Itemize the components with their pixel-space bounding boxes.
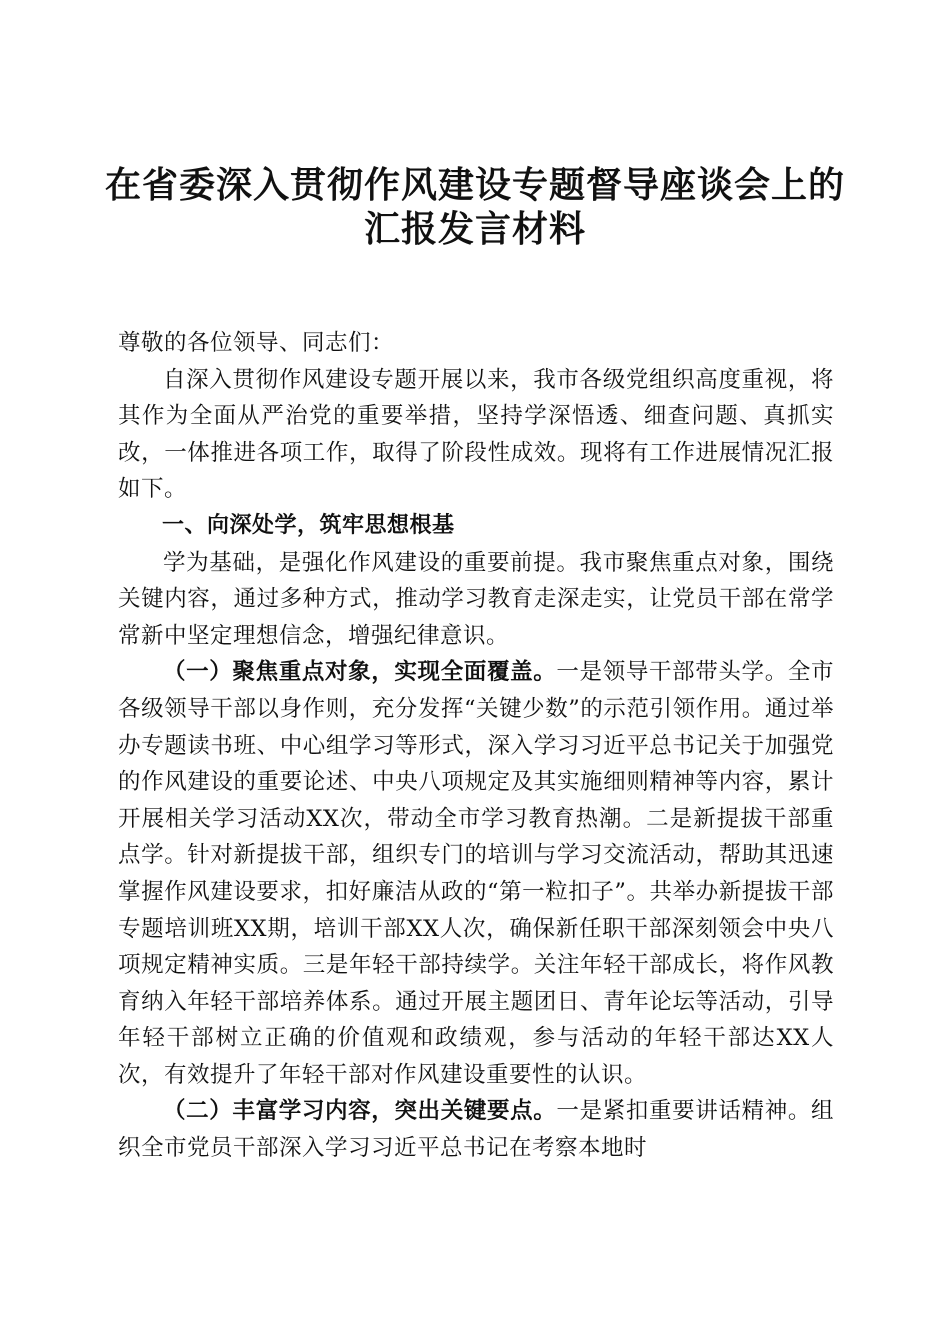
document-title-line-2: 汇报发言材料 [363,208,586,250]
section1-intro-paragraph: 学为基础，是强化作风建设的重要前提。我市聚焦重点对象，围绕关键内容，通过多种方式，推动学习教育走深走实，让党员干部在常学常新中坚定理想信念，增强纪律意识。 [118,549,834,649]
subsection-2-paragraph [118,1093,834,1166]
salutation: 尊敬的各位领导、同志们： [118,330,395,356]
section-heading-1: 一、向深处学，筑牢思想根基 [162,512,455,538]
document-body [118,325,834,1167]
intro-paragraph: 自深入贯彻作风建设专题开展以来，我市各级党组织高度重视，将其作为全面从严治党的重要举措，坚持学深悟透、细查问题、真抓实改，一体推进各项工作，取得了阶段性成效。现将有工作进展情况汇报如下。 [118,366,834,503]
subsection-1-paragraph [118,654,834,1093]
subsection-2-text: 一是紧扣重要讲话精神。组织全市党员干部深入学习习近平总书记在考察本地时 [118,1098,834,1162]
subsection-1-lead: （一）聚焦重点对象，实现全面覆盖。 [163,659,557,686]
subsection-2-lead: （二）丰富学习内容，突出关键要点。 [163,1098,557,1125]
subsection-1-text: 一是领导干部带头学。全市各级领导干部以身作则，充分发挥“关键少数”的示范引领作用。通过举办专题读书班、中心组学习等形式，深入学习习近平总书记关于加强党的作风建设的重要论述、中央八项规定及其实施细则精神等内容，累计开展相关学习活动XX次，带动全市学习教育热潮。二是新提拔干部重点学。针对新提拔干部，组织专门的培训与学习交流活动，帮助其迅速掌握作风建设要求，扣好廉洁从政的“第一粒扣子”。共举办新提拔干部专题培训班XX期，培训干部XX人次，确保新任职干部深刻领会中央八项规定精神实质。三是年轻干部持续学。关注年轻干部成长，将作风教育纳入年轻干部培养体系。通过开展主题团日、青年论坛等活动，引导年轻干部树立正确的价值观和政绩观，参与活动的年轻干部达XX人次，有效提升了年轻干部对作风建设重要性的认识。 [118,659,834,1088]
document-title-line-1: 在省委深入贯彻作风建设专题督导座谈会上的 [104,164,845,206]
